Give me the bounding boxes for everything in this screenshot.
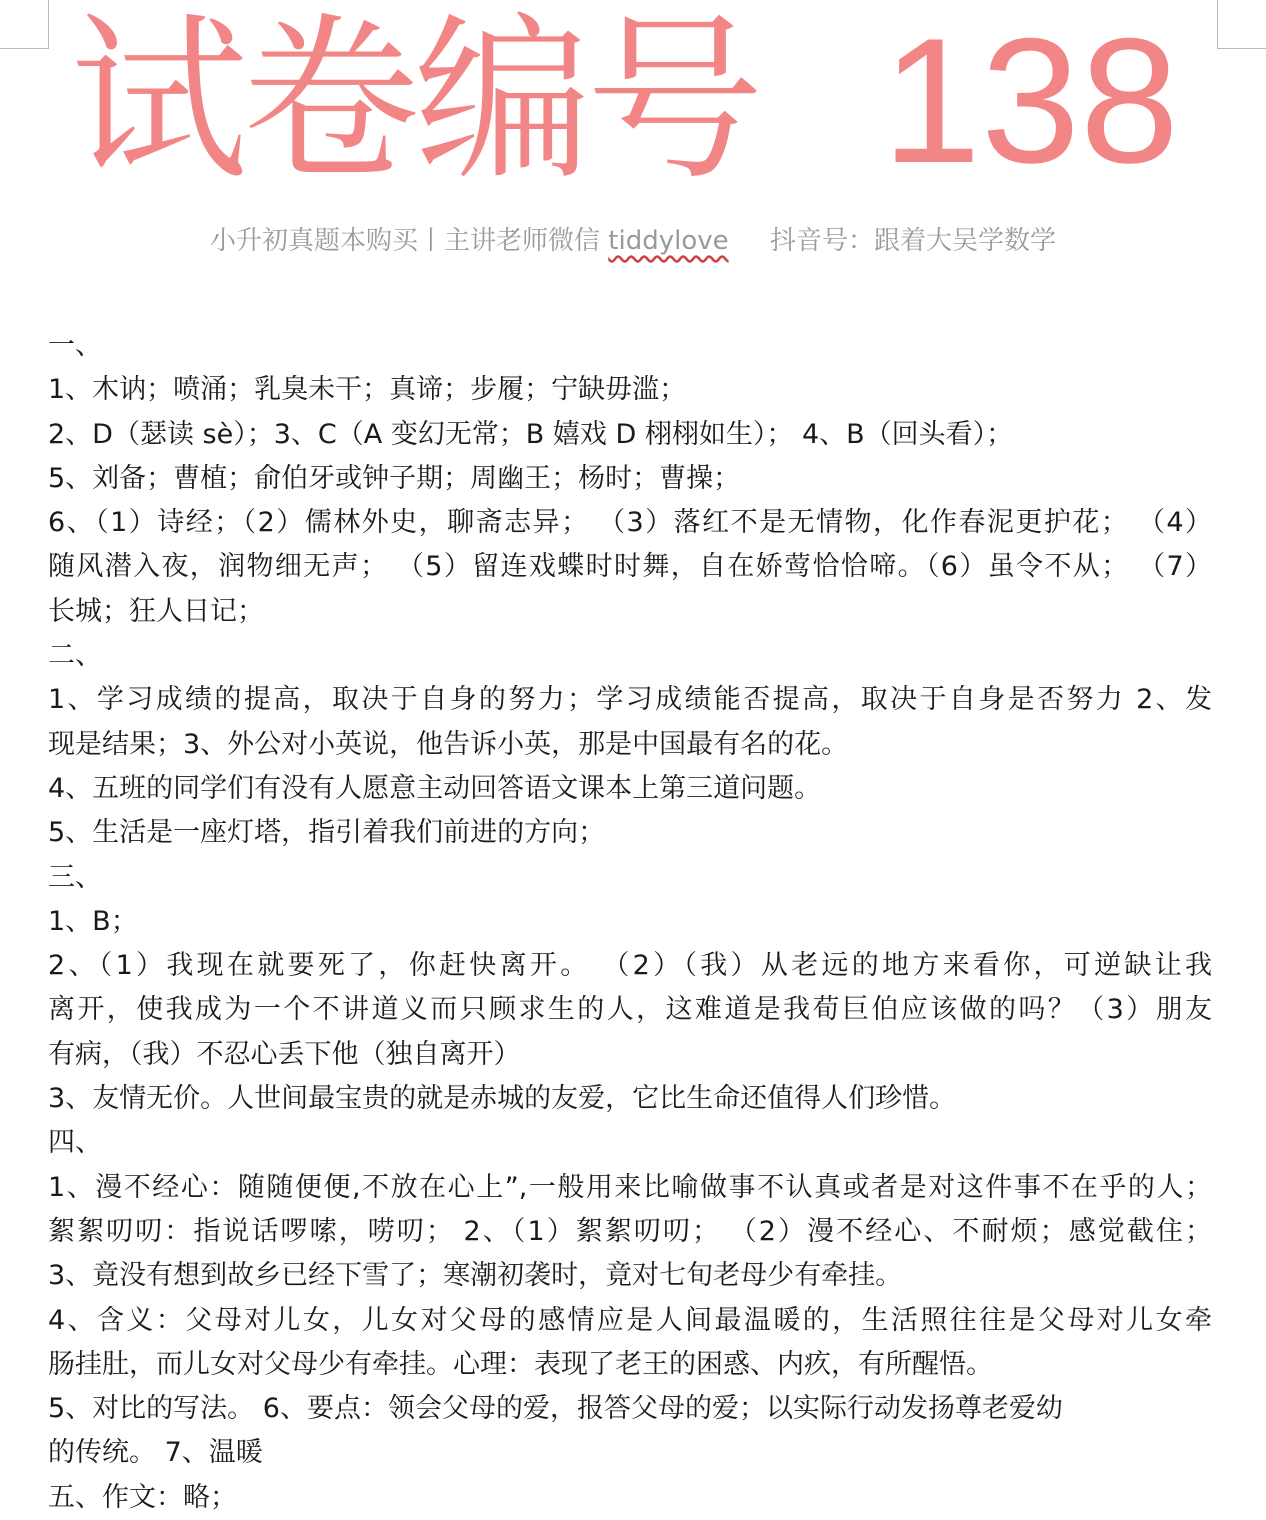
answer-line: 1、B； bbox=[48, 905, 138, 937]
page-corner-mark-left bbox=[0, 0, 49, 49]
answer-line: 1、木讷；喷涌；乳臭未干；真谛；步履；宁缺毋滥； bbox=[48, 374, 687, 406]
exam-number: 138 bbox=[882, 1, 1179, 200]
answer-line: 6、（1）诗经；（2）儒林外史，聊斋志异； （3）落红不是无情物，化作春泥更护花； （4） bbox=[48, 507, 1212, 539]
page-corner-mark-right bbox=[1217, 0, 1266, 49]
answer-line: 4、含义：父母对儿女，儿女对父母的感情应是人间最温暖的，生活照往往是父母对儿女牵 bbox=[48, 1304, 1212, 1336]
answer-line: 现是结果；3、外公对小英说，他告诉小英，那是中国最有名的花。 bbox=[48, 728, 849, 760]
answer-line: 2、（1）我现在就要死了，你赶快离开。 （2）（我）从老远的地方来看你，可逆缺让我 bbox=[48, 950, 1212, 982]
answer-line: 絮絮叨叨：指说话啰嗦，唠叨； 2、（1）絮絮叨叨； （2）漫不经心、不耐烦；感觉截住； bbox=[48, 1215, 1212, 1247]
answer-line: 3、竟没有想到故乡已经下雪了；寒潮初袭时，竟对七旬老母少有牵挂。 bbox=[48, 1260, 903, 1292]
answer-line: 的传统。 7、温暖 bbox=[48, 1437, 263, 1469]
subtitle-prefix: 小升初真题本购买丨主讲老师微信 bbox=[210, 226, 601, 256]
subtitle-line bbox=[0, 220, 1266, 257]
subtitle-douyin: 抖音号：跟着大吴学数学 bbox=[769, 226, 1056, 256]
answer-line: 1、漫不经心：随随便便,不放在心上”,一般用来比喻做事不认真或者是对这件事不在乎的人； bbox=[48, 1171, 1212, 1203]
answer-content bbox=[48, 324, 1212, 1520]
answer-line: 四、 bbox=[48, 1127, 102, 1159]
answer-line: 长城；狂人日记； bbox=[48, 595, 264, 627]
answer-line: 3、友情无价。人世间最宝贵的就是赤城的友爱，它比生命还值得人们珍惜。 bbox=[48, 1083, 957, 1115]
answer-line: 随风潜入夜，润物细无声； （5）留连戏蝶时时舞，自在娇莺恰恰啼。（6）虽令不从； （7） bbox=[48, 551, 1212, 583]
answer-line: 三、 bbox=[48, 861, 102, 893]
answer-line: 肠挂肚，而儿女对父母少有牵挂。心理：表现了老王的困惑、内疚，有所醒悟。 bbox=[48, 1348, 993, 1380]
answer-line: 5、刘备；曹植；俞伯牙或钟子期；周幽王；杨时；曹操； bbox=[48, 462, 741, 494]
exam-title-text: 试卷编号 bbox=[70, 0, 758, 204]
answer-line: 5、生活是一座灯塔，指引着我们前进的方向； bbox=[48, 817, 606, 849]
answer-line: 离开，使我成为一个不讲道义而只顾求生的人，这难道是我荀巨伯应该做的吗？（3）朋友 bbox=[48, 994, 1212, 1026]
answer-line: 5、对比的写法。 6、要点：领会父母的爱，报答父母的爱；以实际行动发扬尊老爱幼 bbox=[48, 1393, 1063, 1425]
answer-line: 有病，（我）不忍心丢下他（独自离开） bbox=[48, 1038, 521, 1070]
answer-line: 五、作文：略； bbox=[48, 1481, 237, 1513]
answer-line: 二、 bbox=[48, 640, 102, 672]
answer-line: 1、学习成绩的提高，取决于自身的努力；学习成绩能否提高，取决于自身是否努力 2、发 bbox=[48, 684, 1212, 716]
exam-number-title bbox=[70, 0, 1220, 204]
answer-line: 一、 bbox=[48, 330, 102, 361]
subtitle-wechat-id: tiddylove bbox=[608, 226, 729, 256]
answer-line: 2、D（瑟读 sè）；3、C（A 变幻无常；B 嬉戏 D 栩栩如生）； 4、B（回头看）； bbox=[48, 418, 1014, 450]
answer-line: 4、五班的同学们有没有人愿意主动回答语文课本上第三道问题。 bbox=[48, 772, 822, 804]
